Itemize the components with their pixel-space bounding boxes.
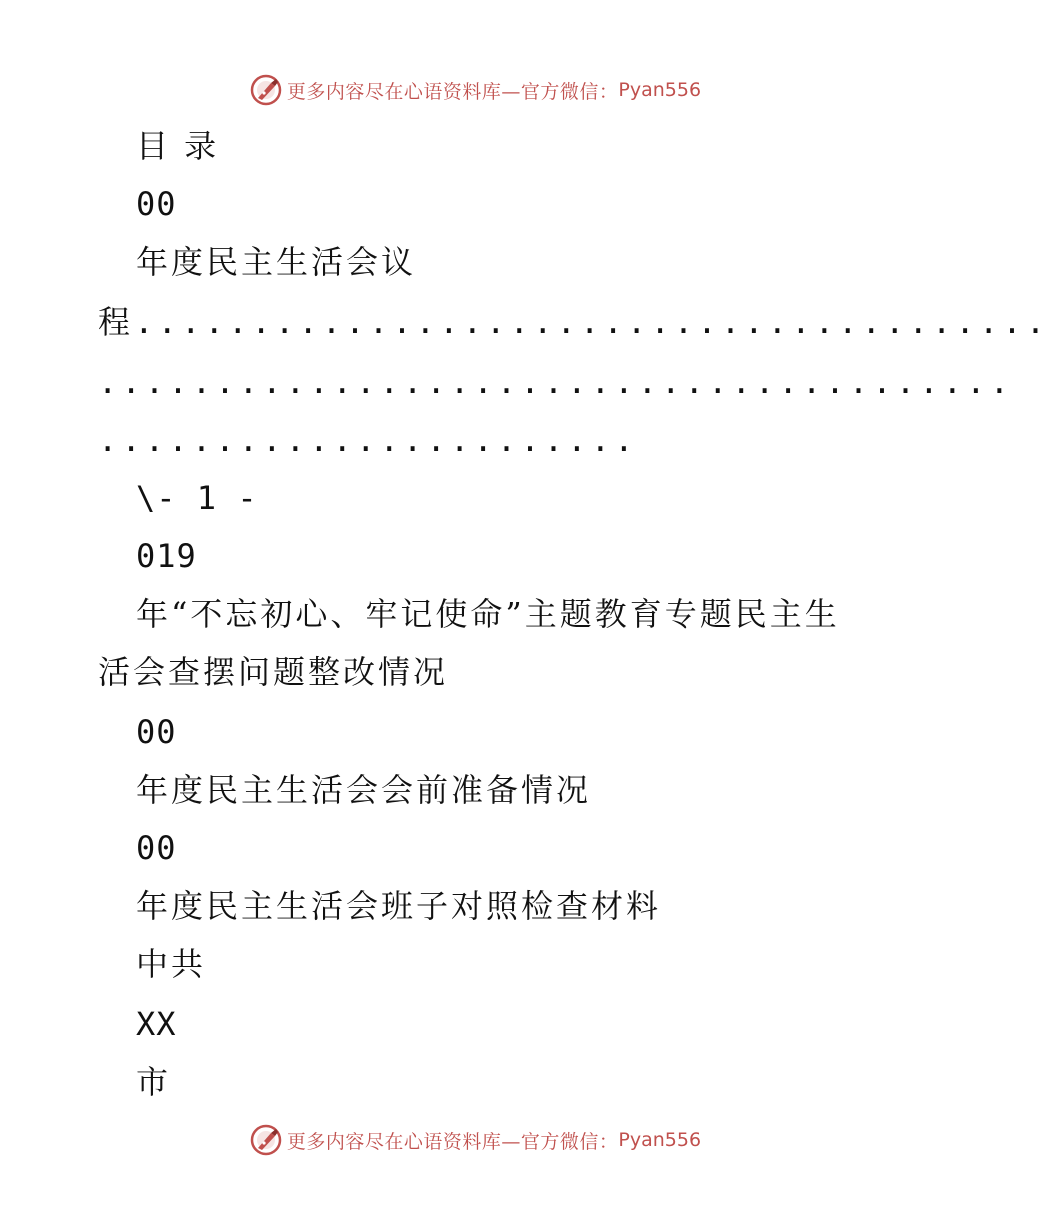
toc-title: 目 录 xyxy=(136,127,220,165)
toc-entry-4-year: 00 xyxy=(136,829,177,867)
toc-entry-5-org: 中共 xyxy=(136,945,207,983)
toc-entry-1-title: 年度民主生活会议 xyxy=(136,243,417,281)
toc-entry-5-city: 市 xyxy=(136,1063,172,1101)
toc-entry-1-leader: 程....................................... xyxy=(98,303,1049,341)
toc-entry-2-year: 019 xyxy=(136,537,197,575)
toc-entry-5-placeholder: XX xyxy=(136,1005,177,1043)
toc-entry-3-title: 年度民主生活会会前准备情况 xyxy=(136,771,592,809)
watermark-text: 更多内容尽在心语资料库—官方微信： xyxy=(286,80,619,103)
toc-entry-1-year: 00 xyxy=(136,185,177,223)
watermark-footer xyxy=(0,1120,950,1160)
toc-entry-3-year: 00 xyxy=(136,713,177,751)
watermark-wechat-id: Pyan556 xyxy=(618,1129,702,1151)
pen-nib-logo-icon xyxy=(249,1123,283,1157)
watermark-text: 更多内容尽在心语资料库—官方微信： xyxy=(286,1130,619,1153)
toc-entry-2-title: 年“不忘初心、牢记使命”主题教育专题民主生 xyxy=(136,595,840,633)
watermark-wechat-id: Pyan556 xyxy=(618,79,702,101)
toc-entry-2-title-cont: 活会查摆问题整改情况 xyxy=(98,653,449,691)
toc-entry-1-leader-3: ....................... xyxy=(98,421,638,459)
toc-entry-1-leader-2: ....................................... xyxy=(98,363,1014,401)
toc-entry-4-title: 年度民主生活会班子对照检查材料 xyxy=(136,887,662,925)
toc-entry-1-page-number: \- 1 - xyxy=(136,479,258,517)
